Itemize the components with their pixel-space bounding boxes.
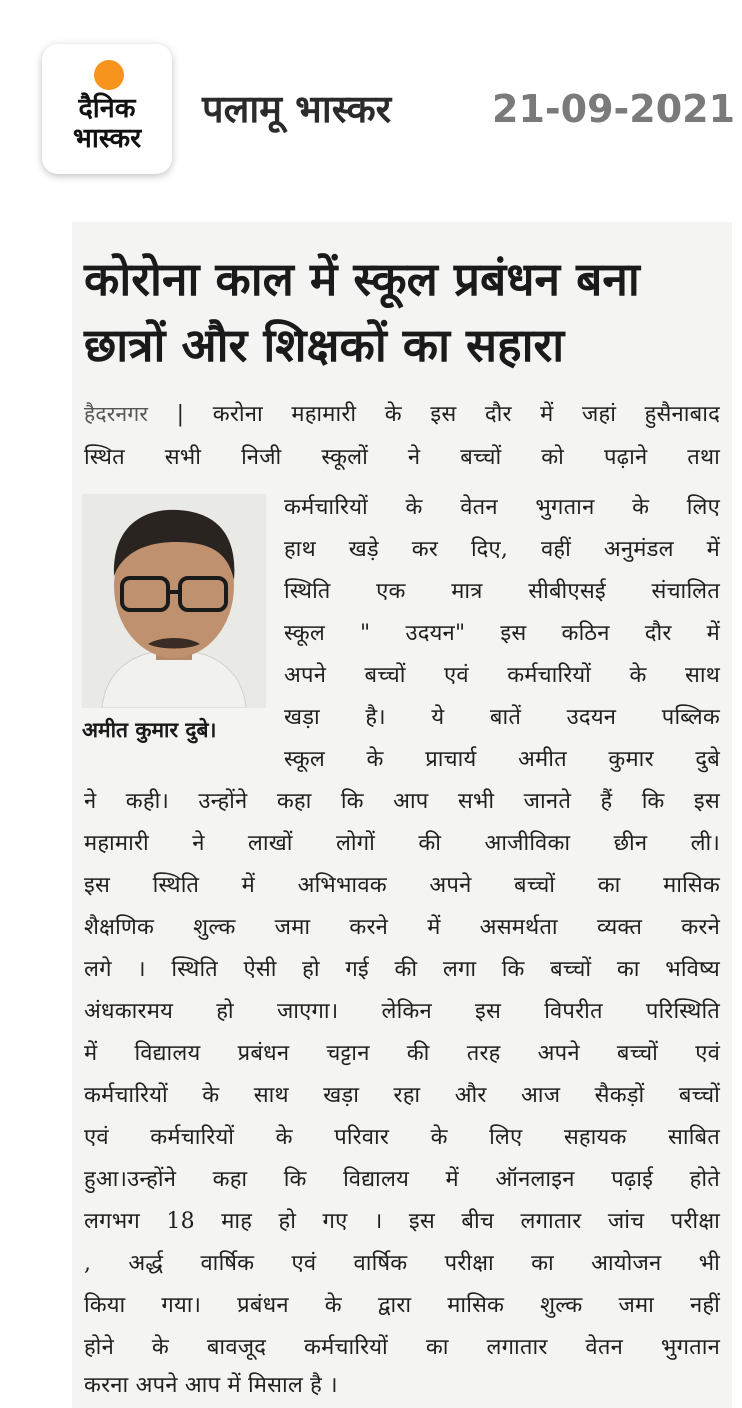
article-line: लगे । स्थिति ऐसी हो गई की लगा कि बच्चों का भविष्य bbox=[84, 957, 720, 982]
edition-date: 21-09-2021 bbox=[492, 87, 736, 131]
app-header bbox=[0, 0, 742, 200]
article-line: खड़ा है। ये बातें उदयन पब्लिक bbox=[284, 705, 720, 730]
article-line: एवं कर्मचारियों के परिवार के लिए सहायक साबित bbox=[84, 1125, 720, 1150]
headline-line: छात्रों और शिक्षकों का सहारा bbox=[84, 318, 565, 372]
photo-caption: अमीत कुमार दुबे। bbox=[82, 718, 217, 742]
article-line: लगभग 18 माह हो गए । इस बीच लगातार जांच परीक्षा bbox=[84, 1209, 720, 1234]
dainik-bhaskar-logo[interactable] bbox=[42, 44, 172, 174]
article-line: किया गया। प्रबंधन के द्वारा मासिक शुल्क जमा नहीं bbox=[84, 1293, 720, 1318]
logo-text-line2: भास्कर bbox=[72, 123, 142, 154]
article-headline bbox=[84, 246, 724, 378]
article-line: करना अपने आप में मिसाल है । bbox=[84, 1373, 338, 1398]
article-line: होने के बावजूद कर्मचारियों का लगातार वेतन भुगतान bbox=[84, 1335, 720, 1360]
article-line-text: करोना महामारी के इस दौर में जहां हुसैनाबाद bbox=[212, 402, 720, 427]
article-line: ने कही। उन्होंने कहा कि आप सभी जानते हैं कि इस bbox=[84, 789, 720, 814]
article-line: स्थित सभी निजी स्कूलों ने बच्चों को पढ़ाने तथा bbox=[84, 445, 720, 470]
article-line: अंधकारमय हो जाएगा। लेकिन इस विपरीत परिस्थिति bbox=[84, 999, 720, 1024]
dateline: हैदरनगर bbox=[84, 402, 149, 426]
article-line: में विद्यालय प्रबंधन चट्टान की तरह अपने बच्चों एवं bbox=[84, 1041, 720, 1066]
article-line: हाथ खड़े कर दिए, वहीं अनुमंडल में bbox=[284, 537, 720, 562]
sun-icon bbox=[94, 60, 124, 90]
article-line: कर्मचारियों के साथ खड़ा रहा और आज सैकड़ों बच्चों bbox=[84, 1083, 720, 1108]
article-line: शैक्षणिक शुल्क जमा करने में असमर्थता व्यक्त करने bbox=[84, 915, 720, 940]
article-line: महामारी ने लाखों लोगों की आजीविका छीन ली। bbox=[84, 831, 720, 856]
edition-title: पलामू भास्कर bbox=[202, 87, 392, 131]
article-line: स्कूल के प्राचार्य अमीत कुमार दुबे bbox=[284, 747, 720, 772]
headline-line: कोरोना काल में स्कूल प्रबंधन बना bbox=[84, 252, 640, 306]
article-line: , अर्द्ध वार्षिक एवं वार्षिक परीक्षा का आयोजन भी bbox=[84, 1251, 720, 1276]
article-line: हुआ।उन्होंने कहा कि विद्यालय में ऑनलाइन पढ़ाई होते bbox=[84, 1167, 720, 1192]
article-line: इस स्थिति में अभिभावक अपने बच्चों का मासिक bbox=[84, 873, 720, 898]
article-line: कर्मचारियों के वेतन भुगतान के लिए bbox=[284, 495, 720, 520]
article-line: स्कूल " उदयन" इस कठिन दौर में bbox=[284, 621, 720, 646]
person-portrait-icon bbox=[82, 494, 266, 708]
article-line: स्थिति एक मात्र सीबीएसई संचालित bbox=[284, 579, 720, 604]
article-line: हैदरनगर | करोना महामारी के इस दौर में जहां हुसैनाबाद bbox=[84, 402, 720, 427]
author-photo bbox=[82, 494, 266, 708]
article-line: अपने बच्चों एवं कर्मचारियों के साथ bbox=[284, 663, 720, 688]
logo-text-line1: दैनिक bbox=[78, 93, 136, 124]
